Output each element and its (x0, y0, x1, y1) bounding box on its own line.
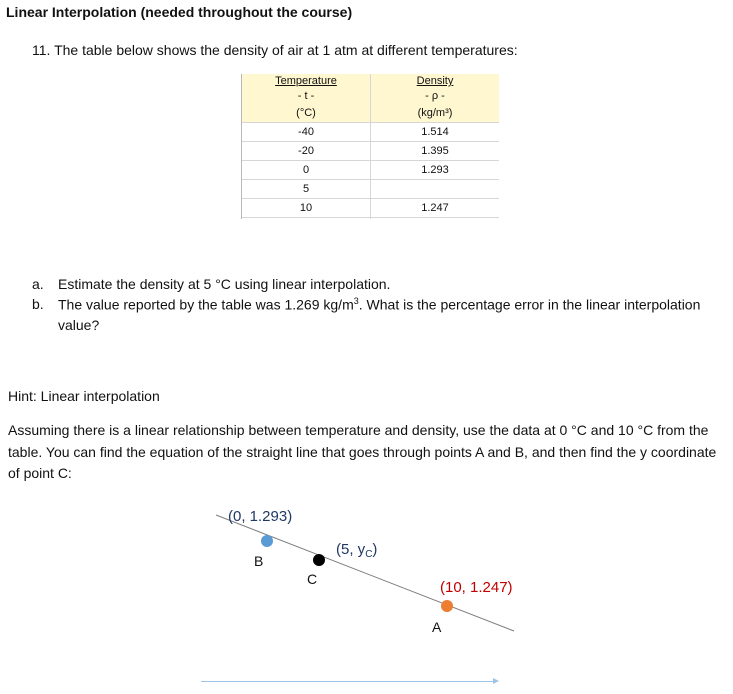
point-c-coordinate: (5, $y_C$) (336, 541, 378, 560)
density-cell: 1.247 (371, 199, 500, 218)
temperature-header: Temperature (242, 74, 371, 89)
point-c-marker (313, 554, 325, 566)
density-unit: (kg/m³) (371, 104, 500, 123)
hint-paragraph: Assuming there is a linear relationship between temperature and density, use the data at 0 °C and 10 °C from the table. You can find the equation of the straight line that goes through points A and B, and then find the y coordinate of point C: (8, 422, 717, 481)
part-a-label: a. (32, 276, 44, 292)
density-cell: 1.514 (371, 123, 500, 142)
temperature-cell: -20 (242, 142, 371, 161)
part-b-text: The value reported by the table was 1.269 $kg/m^3$. What is the percentage error in the linear interpolation (58, 296, 701, 313)
point-a-label: A (432, 619, 442, 635)
temperature-cell: 10 (242, 199, 371, 218)
part-a-text: Estimate the density at 5 °C using linear interpolation. (58, 276, 391, 292)
question-number: 11. (32, 42, 51, 58)
density-symbol: - ρ - (371, 89, 500, 104)
density-header: Density (371, 74, 500, 89)
temperature-cell: -40 (242, 123, 371, 142)
point-b-coordinate: (0, 1.293) (228, 508, 293, 525)
temperature-unit: (°C) (242, 104, 371, 123)
temperature-cell: 5 (242, 180, 371, 199)
question-text: The table below shows the density of air at 1 atm at different temperatures: (54, 42, 518, 58)
part-b-label: b. (32, 296, 44, 312)
point-c-label: C (307, 571, 318, 587)
bottom-arrow-line (201, 681, 497, 682)
hint-heading: Hint: Linear interpolation (8, 388, 160, 404)
page-title: Linear Interpolation (needed throughout the course) (6, 4, 353, 20)
point-b-marker (261, 535, 273, 547)
temperature-cell: 0 (242, 161, 371, 180)
density-cell: 1.395 (371, 142, 500, 161)
point-a-marker (441, 600, 453, 612)
point-b-label: B (254, 553, 264, 569)
point-a-coordinate: (10, 1.247) (440, 579, 513, 596)
density-cell: 1.293 (371, 161, 500, 180)
temperature-symbol: - t - (242, 89, 371, 104)
part-b-text-line2: value? (58, 317, 100, 333)
interpolation-line (216, 515, 514, 631)
